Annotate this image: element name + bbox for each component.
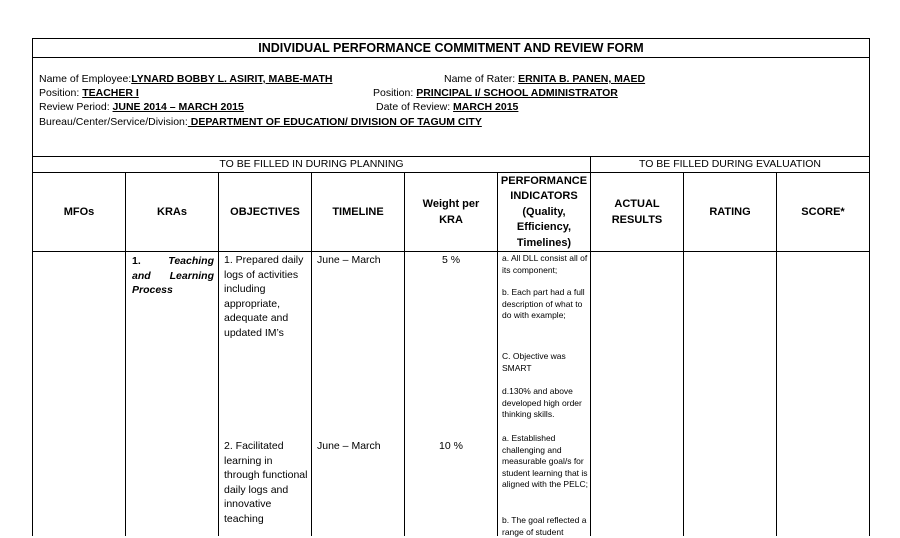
objective-2: 2. Facilitated learning in through functional daily logs and innovative teaching (224, 440, 308, 525)
kra-line-2: and Learning (132, 269, 214, 282)
indicator-2b: b. The goal reflected a range of student (502, 515, 587, 537)
col-header-mfos: MFOs (63, 205, 95, 218)
review-date-line (376, 100, 518, 114)
indicator-1c: C. Objective was SMART (502, 351, 566, 373)
indicator-1d: d.130% and above developed high order thinking skills. (502, 386, 582, 419)
rater-position-value: PRINCIPAL I/ SCHOOL ADMINISTRATOR (416, 87, 618, 99)
review-date-value: MARCH 2015 (453, 101, 519, 113)
kra-title-1: Teaching (168, 255, 214, 267)
rater-name-line (444, 72, 645, 86)
employee-position-label: Position: (39, 87, 80, 99)
timeline-1: June – March (317, 254, 381, 266)
indicator-2a: a. Established challenging and measurable goal/s for student learning that is aligned with the PELC; (502, 433, 588, 489)
bureau-value: DEPARTMENT OF EDUCATION/ DIVISION OF TAGUM CITY (187, 116, 482, 128)
planning-section-label: TO BE FILLED IN DURING PLANNING (219, 158, 404, 170)
review-period-line (39, 100, 244, 114)
objective-1: 1. Prepared daily logs of activities including appropriate, adequate and updated IM’s (224, 254, 304, 339)
review-date-label: Date of Review: (376, 101, 451, 113)
evaluation-section-label: TO BE FILLED DURING EVALUATION (638, 158, 822, 170)
col-header-timeline: TIMELINE (332, 205, 384, 218)
employee-name-value: LYNARD BOBBY L. ASIRIT, MABE-MATH (131, 73, 333, 85)
employee-name-label: Name of Employee: (39, 73, 132, 85)
col-header-weight: Weight per KRA (422, 198, 480, 226)
kra-number: 1. (132, 255, 141, 267)
employee-name-line (39, 72, 332, 86)
kra-line-1 (132, 254, 214, 269)
col-header-actual-results: ACTUAL RESULTS (611, 198, 663, 226)
performance-form (32, 38, 870, 536)
rater-name-label: Name of Rater: (444, 73, 516, 85)
employee-position-line (39, 86, 139, 100)
weight-1: 5 % (441, 254, 461, 266)
kra-cell (132, 254, 214, 298)
weight-2: 10 % (439, 440, 463, 452)
bureau-label: Bureau/Center/Service/Division: (39, 116, 188, 128)
rater-position-line (373, 86, 618, 100)
review-period-value: JUNE 2014 – MARCH 2015 (112, 101, 244, 113)
col-header-indicators: PERFORMANCE INDICATORS (Quality, Efficiency, Timelines) (500, 174, 588, 249)
bureau-line (39, 115, 482, 129)
kra-line-3: Process (132, 284, 173, 296)
col-header-kras: KRAs (157, 205, 187, 218)
employee-position-value: TEACHER I (82, 87, 139, 99)
col-header-objectives: OBJECTIVES (230, 205, 300, 218)
col-header-score: SCORE* (801, 205, 845, 218)
rater-name-value: ERNITA B. PANEN, MAED (518, 73, 646, 85)
col-header-rating: RATING (709, 205, 751, 218)
indicator-1a: a. All DLL consist all of its component; (502, 253, 588, 275)
rater-position-label: Position: (373, 87, 414, 99)
indicator-1b: b. Each part had a full description of what to do with example; (502, 287, 585, 320)
review-period-label: Review Period: (39, 101, 110, 113)
form-title: INDIVIDUAL PERFORMANCE COMMITMENT AND REVIEW FORM (33, 39, 869, 58)
timeline-2: June – March (317, 440, 381, 452)
